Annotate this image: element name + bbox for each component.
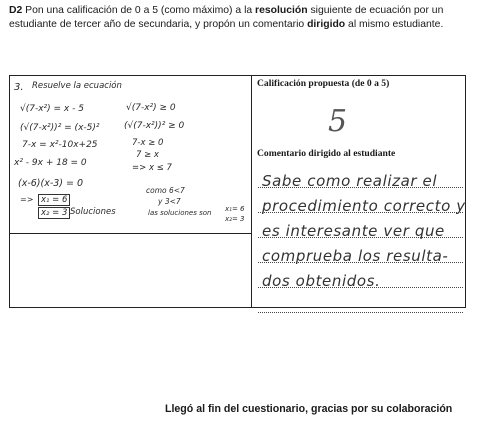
comment-line [258,291,463,316]
exercise-number: 3. [14,82,24,93]
comment-line: procedimiento correcto y [258,191,463,216]
check-4: x₁= 6 [225,205,245,213]
condition-4: 7 ≥ x [136,150,159,160]
answer-table [9,75,466,308]
prompt-bold-2: dirigido [307,18,346,30]
comment-title: Comentario dirigido al estudiante [257,148,396,159]
comment-line: comprueba los resulta- [258,241,463,266]
step-3: 7-x = x²-10x+25 [22,140,98,150]
grade-value: 5 [328,104,348,139]
prompt-text-3: al mismo estudiante. [345,18,444,30]
condition-5: => x ≤ 7 [132,163,172,173]
solution-x1: x₁ = 6 [38,194,70,206]
question-prompt [9,4,469,32]
question-code: D2 [9,5,23,16]
check-2: y 3<7 [158,197,181,206]
comment-line: Sabe como realizar el [258,166,463,191]
condition-3: 7-x ≥ 0 [132,138,164,148]
prompt-text-1: Pon una calificación de 0 a 5 (como máximo) a la [22,5,256,16]
step-4: x² - 9x + 18 = 0 [14,158,87,168]
table-divider-vertical [251,76,252,307]
footer-message: Llegó al fin del cuestionario, gracias por su colaboración [165,403,453,415]
condition-2: (√(7-x²))² ≥ 0 [124,121,185,131]
step-2: (√(7-x²))² = (x-5)² [20,123,100,133]
comment-line: es interesante ver que [258,216,463,241]
solutions-label: Soluciones [70,207,116,217]
table-divider-horizontal [10,233,251,234]
comment-lines [258,166,466,316]
grade-title: Calificación propuesta (de 0 a 5) [257,78,390,89]
check-3: las soluciones son [148,209,212,217]
step-5: (x-6)(x-3) = 0 [18,178,84,189]
step-1: √(7-x²) = x - 5 [20,104,84,114]
implies-arrow: => [20,195,34,204]
exercise-heading: Resuelve la ecuación [32,81,122,91]
check-1: como 6<7 [146,186,185,195]
solution-x2: x₂ = 3 [38,207,70,219]
condition-1: √(7-x²) ≥ 0 [126,103,176,113]
prompt-bold-1: resolución [255,5,308,16]
comment-line: dos obtenidos. [258,266,463,291]
prompt-text-2: siguiente de ecuación por un estudiante de tercer año de secundaria, y propón un comentario [9,5,444,30]
check-5: x₂= 3 [225,215,245,223]
